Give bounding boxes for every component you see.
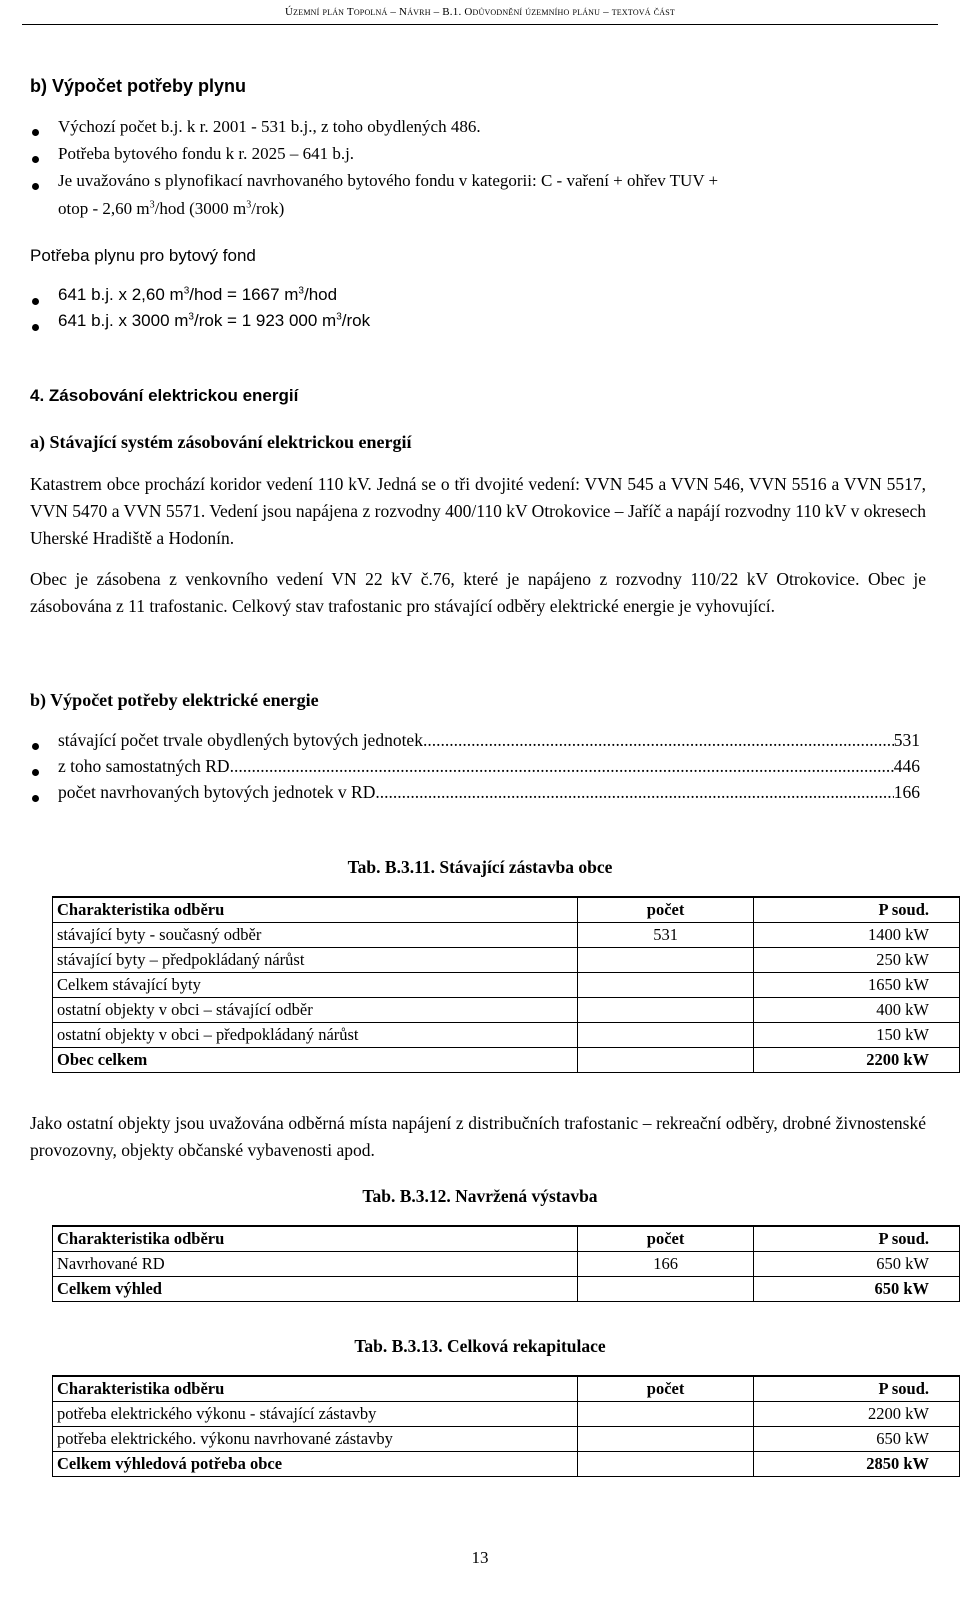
gas-bullet-3: Je uvažováno s plynofikací navrhovaného bytového fondu v kategorii: C - vaření + ohřev TUV + bbox=[58, 171, 719, 190]
cell-characteristic: stávající byty - současný odběr bbox=[53, 923, 578, 948]
bullet-icon bbox=[32, 795, 39, 802]
cell-count bbox=[578, 1277, 753, 1302]
cell-power: 2850 kW bbox=[753, 1452, 959, 1477]
cell-characteristic: Obec celkem bbox=[53, 1048, 578, 1073]
bullet-icon bbox=[32, 743, 39, 750]
cell-count bbox=[578, 1048, 753, 1073]
electric-paragraph-2: Obec je zásobena z venkovního vedení VN 22 kV č.76, které je napájeno z rozvodny 110/22 kV Otrokovice. Obec je zásobována z 11 trafostanic. Celkový stav trafostanic pro stávající odběry elektrické energie je vyhovující. bbox=[30, 569, 926, 616]
table-header-row bbox=[53, 897, 960, 923]
electric-subheading-a: a) Stávající systém zásobování elektrickou energií bbox=[30, 432, 412, 452]
col-header-count: počet bbox=[578, 1376, 753, 1402]
gas-bullet-2: Potřeba bytového fondu k r. 2025 – 641 b.j. bbox=[58, 144, 355, 163]
bullet-icon bbox=[32, 324, 39, 331]
cell-characteristic: Navrhované RD bbox=[53, 1252, 578, 1277]
cell-characteristic: ostatní objekty v obci – předpokládaný nárůst bbox=[53, 1023, 578, 1048]
col-header-power: P soud. bbox=[753, 897, 959, 923]
cell-power: 250 kW bbox=[753, 948, 959, 973]
table-total-row bbox=[53, 1452, 960, 1477]
cell-count bbox=[578, 1023, 753, 1048]
gas-need-title: Potřeba plynu pro bytový fond bbox=[30, 246, 256, 265]
leader-row-existing: stávající počet trvale obydlených bytových jednotek ..... 531 bbox=[58, 730, 920, 751]
bullet-icon bbox=[32, 156, 39, 163]
cell-power: 2200 kW bbox=[753, 1048, 959, 1073]
cell-count bbox=[578, 1452, 753, 1477]
cell-count bbox=[578, 998, 753, 1023]
leader-row-rd: z toho samostatných RD ..... 446 bbox=[58, 756, 920, 777]
table-row bbox=[53, 1427, 960, 1452]
cell-characteristic: potřeba elektrického. výkonu navrhované zástavby bbox=[53, 1427, 578, 1452]
table-row bbox=[53, 923, 960, 948]
table-row bbox=[53, 1023, 960, 1048]
gas-bullet-1: Výchozí počet b.j. k r. 2001 - 531 b.j., z toho obydlených 486. bbox=[58, 117, 481, 136]
cell-power: 2200 kW bbox=[753, 1402, 959, 1427]
cell-power: 650 kW bbox=[753, 1277, 959, 1302]
gas-calc-1: 641 b.j. x 2,60 $m^3$/hod = 1667 $m^3$/hod bbox=[58, 285, 338, 304]
gas-heading: b) Výpočet potřeby plynu bbox=[30, 76, 247, 96]
bullet-icon bbox=[32, 183, 39, 190]
table-row bbox=[53, 998, 960, 1023]
electric-paragraph-1: Katastrem obce prochází koridor vedení 110 kV. Jedná se o tři dvojité vedení: VVN 545 a VVN 546, VVN 5516 a VVN 5517, VVN 5470 a VVN 5571. Vedení jsou napájena z rozvodny 400/110 kV Otrokovice – Jaříč a napájí rozvodny 110 kV v okresech Uherské Hradiště a Hodonín. bbox=[30, 474, 926, 548]
table-proposed bbox=[52, 1225, 960, 1302]
bullet-icon bbox=[32, 298, 39, 305]
gas-calc-2: 641 b.j. x 3000 $m^3$/rok = 1 923 000 $m^3$/rok bbox=[58, 311, 371, 330]
col-header-count: počet bbox=[578, 1226, 753, 1252]
leader-row-proposed: počet navrhovaných bytových jednotek v RD ..... 166 bbox=[58, 782, 920, 803]
cell-count bbox=[578, 1427, 753, 1452]
table-recap bbox=[52, 1375, 960, 1477]
cell-characteristic: Celkem výhled bbox=[53, 1277, 578, 1302]
cell-power: 1400 kW bbox=[753, 923, 959, 948]
table-header-row bbox=[53, 1226, 960, 1252]
table-row bbox=[53, 1402, 960, 1427]
electric-subheading-b: b) Výpočet potřeby elektrické energie bbox=[30, 690, 319, 710]
cell-characteristic: ostatní objekty v obci – stávající odběr bbox=[53, 998, 578, 1023]
col-header-characteristic: Charakteristika odběru bbox=[53, 1226, 578, 1252]
header-rule bbox=[22, 24, 938, 25]
table-row bbox=[53, 1252, 960, 1277]
col-header-characteristic: Charakteristika odběru bbox=[53, 1376, 578, 1402]
table2-caption: Tab. B.3.12. Navržená výstavba bbox=[362, 1186, 598, 1206]
table-header-row bbox=[53, 1376, 960, 1402]
cell-power: 650 kW bbox=[753, 1427, 959, 1452]
table1-caption: Tab. B.3.11. Stávající zástavba obce bbox=[347, 857, 613, 877]
cell-count bbox=[578, 973, 753, 998]
note-paragraph: Jako ostatní objekty jsou uvažována odběrná místa napájení z distribučních trafostanic – rekreační odběry, drobné živnostenské provozovny, objekty občanské vybavenosti apod. bbox=[30, 1113, 926, 1160]
page-number: 13 bbox=[471, 1548, 489, 1567]
bullet-icon bbox=[32, 129, 39, 136]
table3-caption: Tab. B.3.13. Celková rekapitulace bbox=[354, 1336, 606, 1356]
bullet-icon bbox=[32, 769, 39, 776]
cell-power: 150 kW bbox=[753, 1023, 959, 1048]
col-header-characteristic: Charakteristika odběru bbox=[53, 897, 578, 923]
cell-characteristic: Celkem stávající byty bbox=[53, 973, 578, 998]
table-total-row bbox=[53, 1277, 960, 1302]
table-row bbox=[53, 948, 960, 973]
col-header-power: P soud. bbox=[753, 1226, 959, 1252]
cell-power: 1650 kW bbox=[753, 973, 959, 998]
electric-section-title: 4. Zásobování elektrickou energií bbox=[30, 386, 299, 405]
cell-characteristic: stávající byty – předpokládaný nárůst bbox=[53, 948, 578, 973]
cell-count: 531 bbox=[578, 923, 753, 948]
gas-bullet-3-continuation: otop - 2,60 $m^3$/hod (3000 $m^3/rok$) bbox=[58, 199, 285, 218]
cell-characteristic: Celkem výhledová potřeba obce bbox=[53, 1452, 578, 1477]
cell-count bbox=[578, 1402, 753, 1427]
running-header: Územní plán Topolná – Návrh – B.1. Odůvodnění územního plánu – textová část bbox=[285, 6, 675, 18]
cell-count: 166 bbox=[578, 1252, 753, 1277]
col-header-count: počet bbox=[578, 897, 753, 923]
cell-count bbox=[578, 948, 753, 973]
table-total-row bbox=[53, 1048, 960, 1073]
table-row bbox=[53, 973, 960, 998]
cell-power: 400 kW bbox=[753, 998, 959, 1023]
col-header-power: P soud. bbox=[753, 1376, 959, 1402]
cell-power: 650 kW bbox=[753, 1252, 959, 1277]
cell-characteristic: potřeba elektrického výkonu - stávající zástavby bbox=[53, 1402, 578, 1427]
table-existing bbox=[52, 896, 960, 1073]
